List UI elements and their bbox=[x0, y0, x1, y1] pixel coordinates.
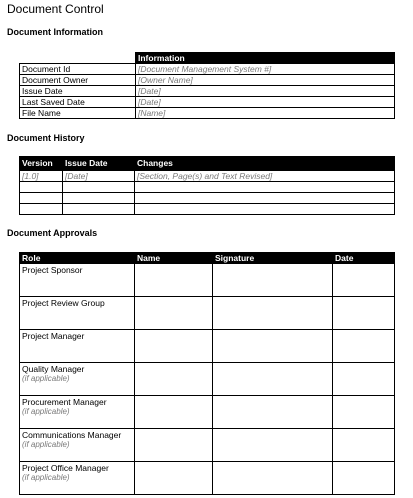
role-cell bbox=[20, 297, 135, 330]
table-row bbox=[20, 108, 395, 119]
date-cell[interactable] bbox=[333, 330, 395, 363]
name-cell[interactable] bbox=[135, 297, 213, 330]
name-cell[interactable] bbox=[135, 264, 213, 297]
table-row bbox=[20, 363, 395, 396]
header-cell-role: Role bbox=[20, 253, 135, 264]
signature-cell[interactable] bbox=[213, 363, 333, 396]
row-value[interactable]: [Date] bbox=[136, 86, 395, 97]
history-changes-cell[interactable] bbox=[135, 193, 395, 204]
row-label: Document Id bbox=[20, 64, 136, 75]
role-label: Project Sponsor bbox=[22, 265, 83, 275]
signature-cell[interactable] bbox=[213, 462, 333, 495]
header-cell-changes: Changes bbox=[135, 157, 395, 171]
signature-cell[interactable] bbox=[213, 264, 333, 297]
header-cell-information: Information bbox=[136, 53, 395, 64]
role-cell bbox=[20, 396, 135, 429]
row-value[interactable]: [Owner Name] bbox=[136, 75, 395, 86]
table-row bbox=[20, 171, 395, 182]
row-label: File Name bbox=[20, 108, 136, 119]
row-label: Document Owner bbox=[20, 75, 136, 86]
role-cell bbox=[20, 330, 135, 363]
table-row bbox=[20, 97, 395, 108]
row-value[interactable]: [Name] bbox=[136, 108, 395, 119]
row-label: Issue Date bbox=[20, 86, 136, 97]
table-row bbox=[20, 86, 395, 97]
history-date-cell[interactable] bbox=[63, 204, 135, 215]
role-cell bbox=[20, 429, 135, 462]
section-heading-approvals: Document Approvals bbox=[7, 228, 98, 238]
history-changes-cell[interactable] bbox=[135, 182, 395, 193]
table-row bbox=[20, 193, 395, 204]
role-note: (if applicable) bbox=[22, 374, 70, 383]
role-label: Project Office Manager bbox=[22, 463, 109, 473]
header-cell-blank bbox=[20, 53, 136, 64]
table-header-row bbox=[20, 253, 395, 264]
role-note: (if applicable) bbox=[22, 440, 70, 449]
table-header-row bbox=[20, 53, 395, 64]
role-label: Project Manager bbox=[22, 331, 85, 341]
section-heading-information: Document Information bbox=[7, 27, 103, 37]
role-note: (if applicable) bbox=[22, 407, 70, 416]
history-changes-cell[interactable]: [Section, Page(s) and Text Revised] bbox=[135, 171, 395, 182]
header-cell-signature: Signature bbox=[213, 253, 333, 264]
history-version-cell[interactable] bbox=[20, 204, 63, 215]
name-cell[interactable] bbox=[135, 462, 213, 495]
role-label: Quality Manager bbox=[22, 364, 85, 374]
header-cell-date: Date bbox=[333, 253, 395, 264]
page-title: Document Control bbox=[7, 2, 104, 16]
date-cell[interactable] bbox=[333, 429, 395, 462]
role-label: Project Review Group bbox=[22, 298, 105, 308]
document-approvals-table bbox=[19, 252, 395, 495]
table-row bbox=[20, 64, 395, 75]
table-row bbox=[20, 264, 395, 297]
table-row bbox=[20, 462, 395, 495]
date-cell[interactable] bbox=[333, 396, 395, 429]
signature-cell[interactable] bbox=[213, 330, 333, 363]
table-row bbox=[20, 429, 395, 462]
document-information-table bbox=[19, 52, 395, 119]
history-changes-cell[interactable] bbox=[135, 204, 395, 215]
history-date-cell[interactable] bbox=[63, 182, 135, 193]
row-value[interactable]: [Document Management System #] bbox=[136, 64, 395, 75]
history-date-cell[interactable] bbox=[63, 193, 135, 204]
name-cell[interactable] bbox=[135, 330, 213, 363]
table-row bbox=[20, 204, 395, 215]
header-cell-name: Name bbox=[135, 253, 213, 264]
signature-cell[interactable] bbox=[213, 429, 333, 462]
section-heading-history: Document History bbox=[7, 133, 85, 143]
role-label: Communications Manager bbox=[22, 430, 122, 440]
name-cell[interactable] bbox=[135, 429, 213, 462]
history-version-cell[interactable] bbox=[20, 182, 63, 193]
role-cell bbox=[20, 462, 135, 495]
date-cell[interactable] bbox=[333, 264, 395, 297]
date-cell[interactable] bbox=[333, 297, 395, 330]
table-row bbox=[20, 330, 395, 363]
date-cell[interactable] bbox=[333, 363, 395, 396]
table-row bbox=[20, 182, 395, 193]
table-row bbox=[20, 75, 395, 86]
table-row bbox=[20, 396, 395, 429]
history-version-cell[interactable]: [1.0] bbox=[20, 171, 63, 182]
header-cell-version: Version bbox=[20, 157, 63, 171]
date-cell[interactable] bbox=[333, 462, 395, 495]
signature-cell[interactable] bbox=[213, 396, 333, 429]
document-history-table bbox=[19, 156, 395, 215]
table-header-row bbox=[20, 157, 395, 171]
row-value[interactable]: [Date] bbox=[136, 97, 395, 108]
role-cell bbox=[20, 264, 135, 297]
name-cell[interactable] bbox=[135, 363, 213, 396]
history-date-cell[interactable]: [Date] bbox=[63, 171, 135, 182]
row-label: Last Saved Date bbox=[20, 97, 136, 108]
role-note: (if applicable) bbox=[22, 473, 70, 482]
name-cell[interactable] bbox=[135, 396, 213, 429]
role-label: Procurement Manager bbox=[22, 397, 107, 407]
history-version-cell[interactable] bbox=[20, 193, 63, 204]
role-cell bbox=[20, 363, 135, 396]
table-row bbox=[20, 297, 395, 330]
signature-cell[interactable] bbox=[213, 297, 333, 330]
header-cell-issue-date: Issue Date bbox=[63, 157, 135, 171]
